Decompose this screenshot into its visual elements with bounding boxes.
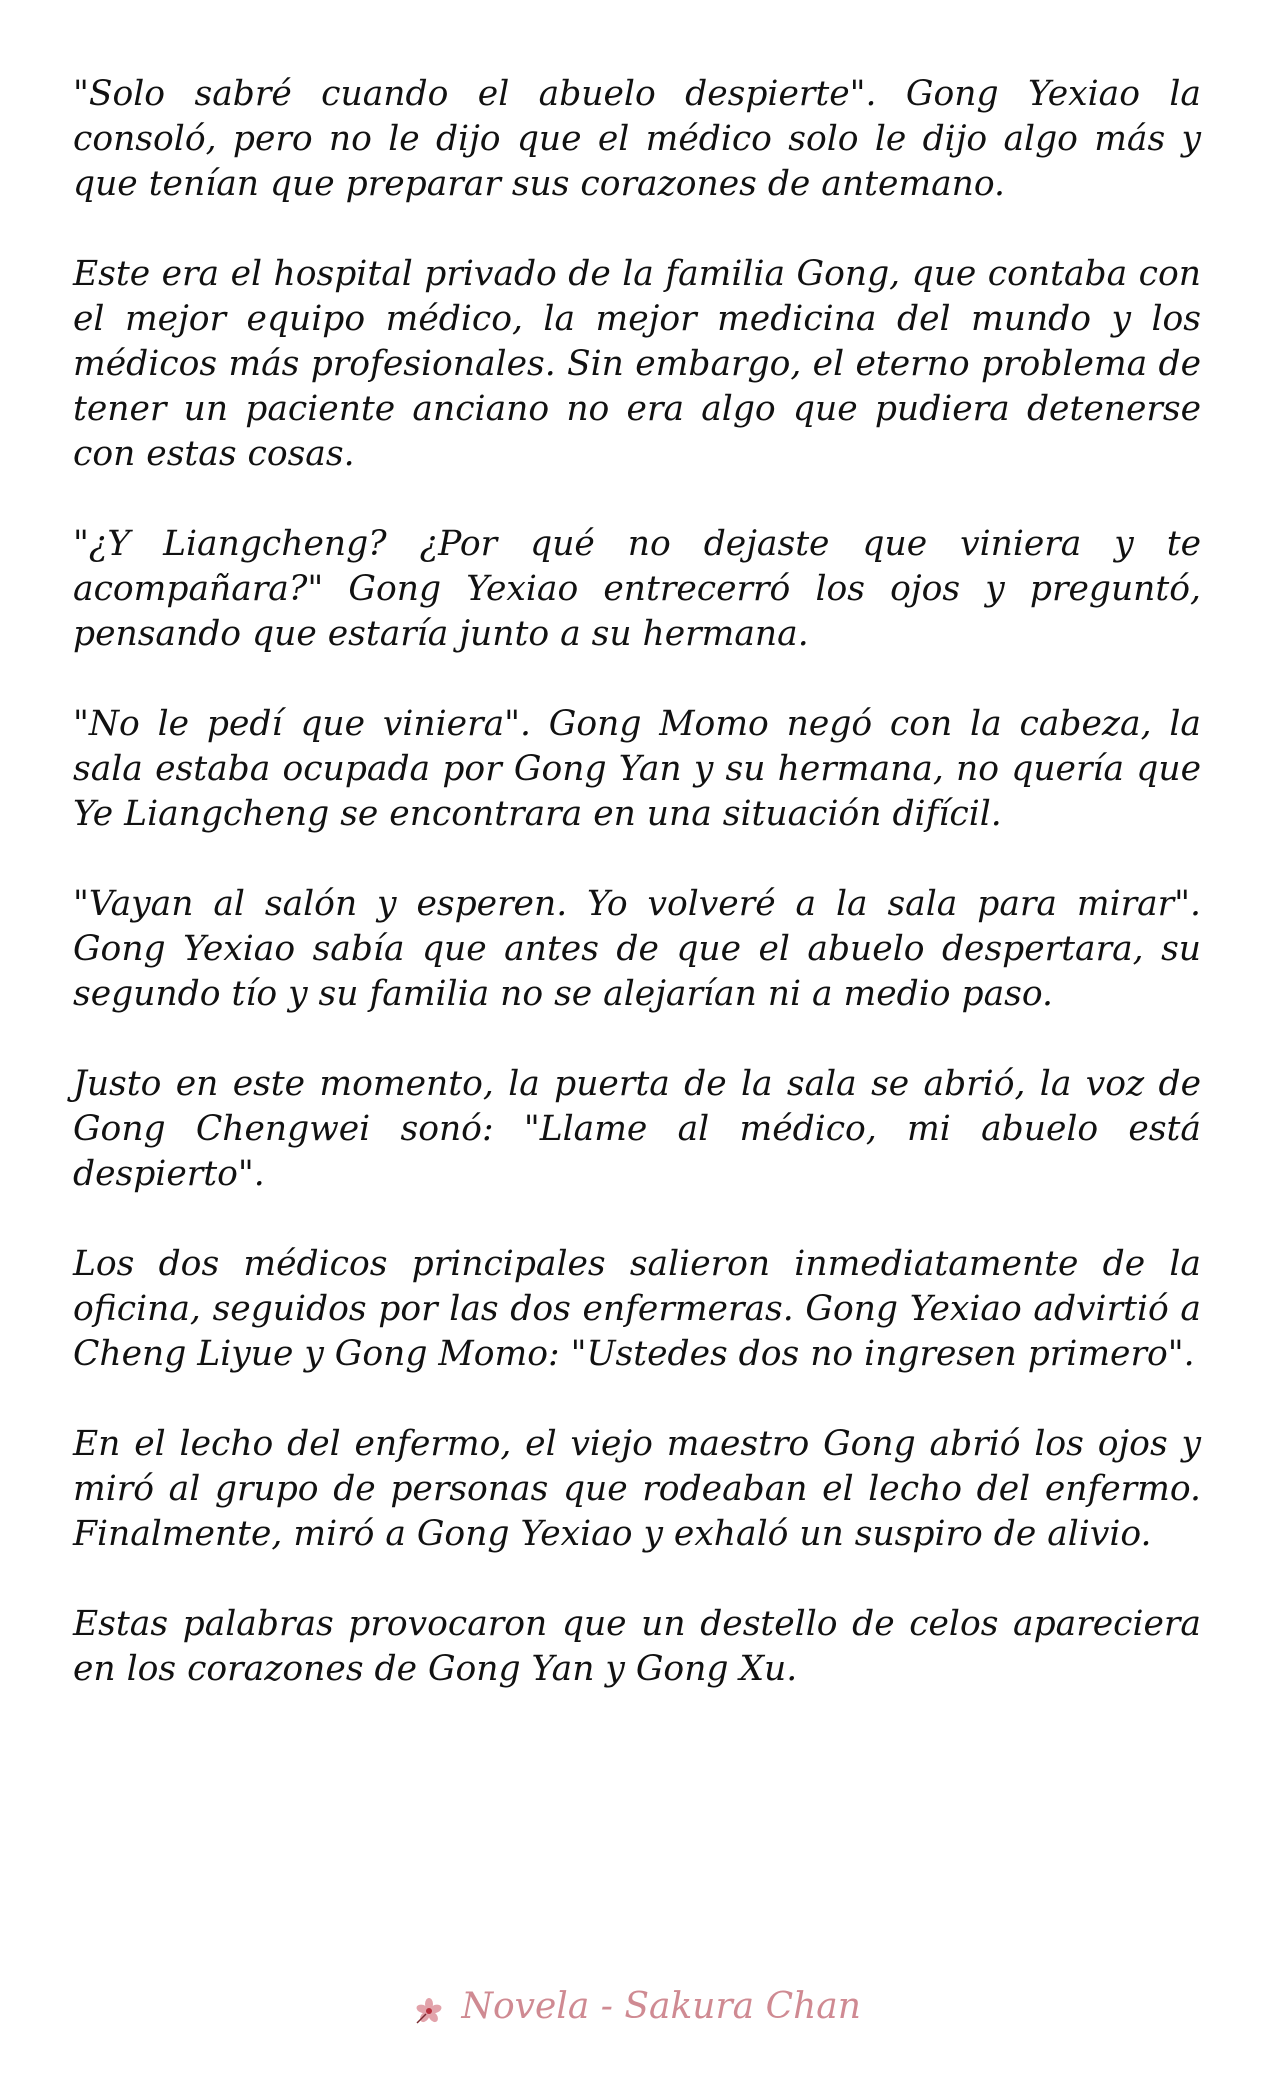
paragraph: Este era el hospital privado de la familia Gong, que contaba con el mejor equipo médico, la mejor medicina del mundo y los médicos más profesionales. Sin embargo, el eterno problema de tener un paciente anciano no era algo que pudiera detenerse con estas cosas. [73, 254, 1201, 474]
paragraph: Estas palabras provocaron que un destello de celos apareciera en los corazones de Gong Yan y Gong Xu. [73, 1604, 1201, 1689]
sakura-flower-icon [414, 1994, 444, 2024]
paragraph: Los dos médicos principales salieron inmediatamente de la oficina, seguidos por las dos enfermeras. Gong Yexiao advirtió a Cheng Liyue y Gong Momo: "Ustedes dos no ingresen primero". [73, 1244, 1201, 1374]
watermark-text: Novela - Sakura Chan [461, 1986, 861, 2027]
paragraph: En el lecho del enfermo, el viejo maestro Gong abrió los ojos y miró al grupo de personas que rodeaban el lecho del enfermo. Finalmente, miró a Gong Yexiao y exhaló un suspiro de alivio. [73, 1424, 1201, 1554]
paragraph: Justo en este momento, la puerta de la sala se abrió, la voz de Gong Chengwei sonó: "Llame al médico, mi abuelo está despierto". [73, 1064, 1201, 1194]
paragraph: "Solo sabré cuando el abuelo despierte". Gong Yexiao la consoló, pero no le dijo que el médico solo le dijo algo más y que tenían que preparar sus corazones de antemano. [73, 74, 1201, 204]
paragraph: "¿Y Liangcheng? ¿Por qué no dejaste que viniera y te acompañara?" Gong Yexiao entrecerró los ojos y preguntó, pensando que estaría junto a su hermana. [73, 524, 1201, 654]
chapter-text [73, 72, 1201, 1737]
paragraph: "No le pedí que viniera". Gong Momo negó con la cabeza, la sala estaba ocupada por Gong Yan y su hermana, no quería que Ye Liangcheng se encontrara en una situación difícil. [73, 704, 1201, 834]
paragraph: "Vayan al salón y esperen. Yo volveré a la sala para mirar". Gong Yexiao sabía que antes de que el abuelo despertara, su segundo tío y su familia no se alejarían ni a medio paso. [73, 884, 1201, 1014]
watermark-footer [0, 1986, 1275, 2027]
